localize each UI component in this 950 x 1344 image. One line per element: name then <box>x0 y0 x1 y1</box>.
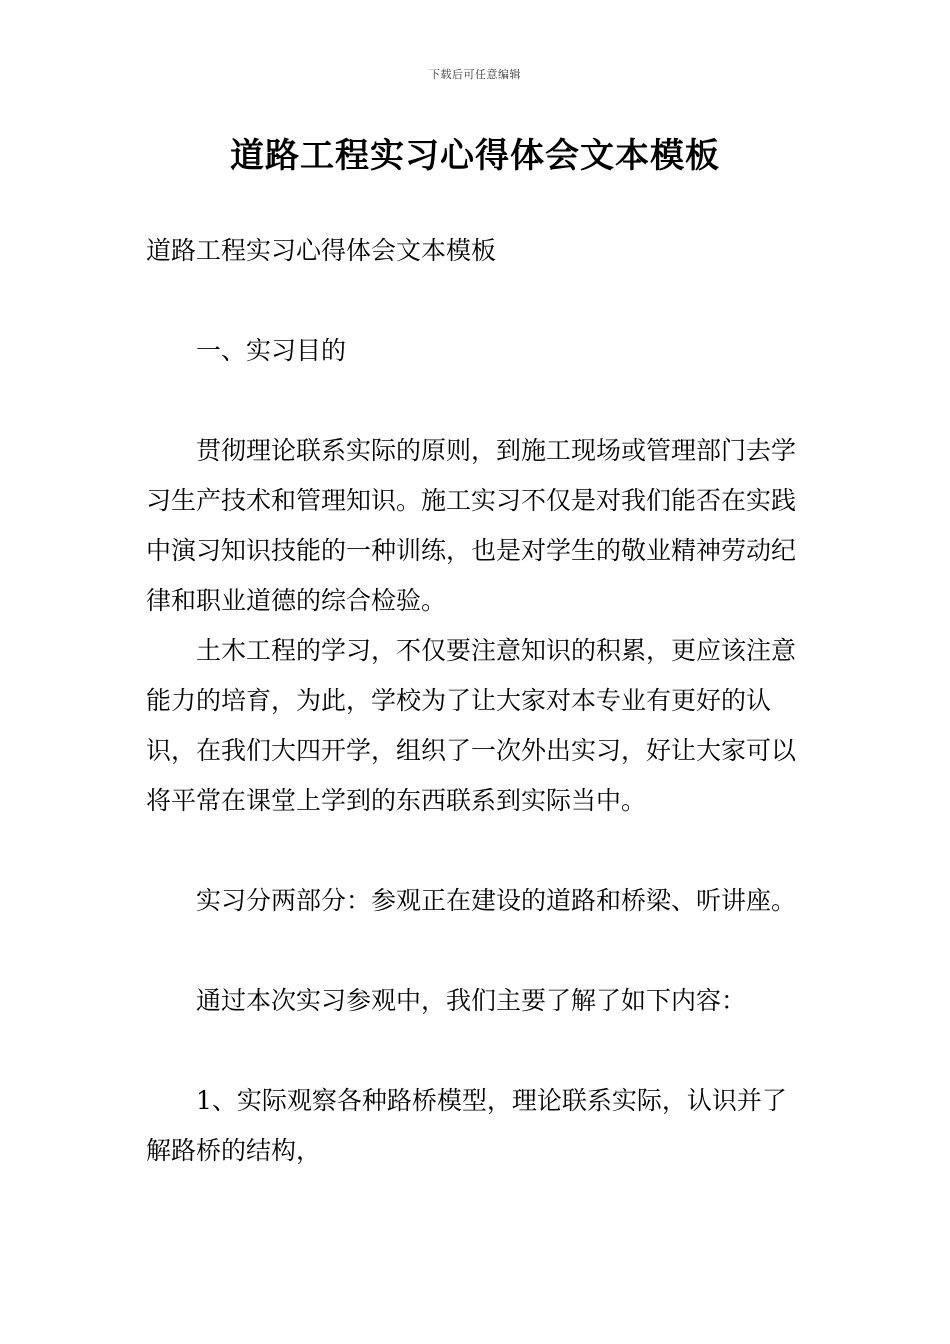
paragraph: 土木工程的学习，不仅要注意知识的积累，更应该注意能力的培育，为此，学校为了让大家对本专业有更好的认识，在我们大四开学，组织了一次外出实习，好让大家可以将平常在课堂上学到的东西联系到实际当中。 <box>146 636 797 815</box>
document-title: 道路工程实习心得体会文本模板 <box>230 136 720 176</box>
section-heading: 一、实习目的 <box>196 336 347 365</box>
paragraph: 实习分两部分：参观正在建设的道路和桥梁、听讲座。 <box>196 886 797 915</box>
paragraph: 1、实际观察各种路桥模型，理论联系实际，认识并了解路桥的结构， <box>146 1086 787 1165</box>
paragraph: 贯彻理论联系实际的原则，到施工现场或管理部门去学习生产技术和管理知识。施工实习不仅是对我们能否在实践中演习知识技能的一种训练，也是对学生的敬业精神劳动纪律和职业道德的综合检验。 <box>146 436 797 615</box>
paragraph: 通过本次实习参观中，我们主要了解了如下内容： <box>196 986 747 1015</box>
header-note: 下载后可任意编辑 <box>429 68 521 81</box>
document-subtitle: 道路工程实习心得体会文本模板 <box>146 236 497 265</box>
